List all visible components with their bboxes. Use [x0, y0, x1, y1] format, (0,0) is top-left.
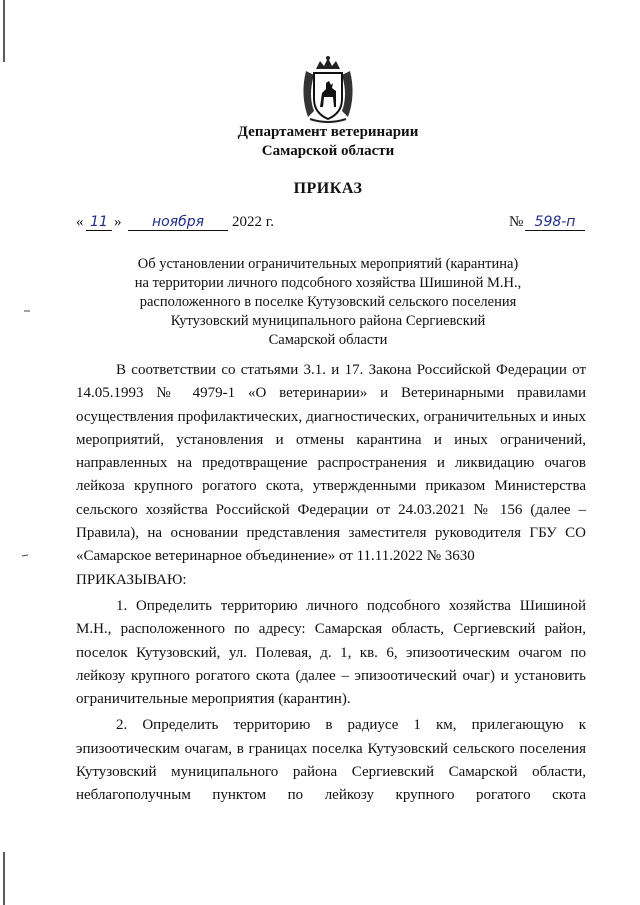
subject-line: Об установлении ограничительных мероприятий (карантина) — [137, 256, 519, 272]
date-open-quote: « — [76, 214, 84, 230]
organization-name — [140, 123, 516, 161]
document-title: ПРИКАЗ — [293, 180, 363, 197]
order-body — [76, 359, 586, 808]
org-line-1: Департамент ветеринарии — [237, 124, 419, 140]
number-sign: № — [509, 214, 524, 230]
order-number — [509, 212, 585, 234]
number-value: 598-п — [525, 214, 585, 231]
date-year: 2022 г. — [232, 214, 274, 230]
org-line-2: Самарской области — [261, 143, 395, 159]
preamble-paragraph: В соответствии со статьями 3.1. и 17. Закона Российской Федерации от 14.05.1993 № 4979-1 «О ветеринарии» и Ветеринарными правилами осуществления профилактических, диагностических, ограничительных и иных мероприятий, установления и отмены карантина и иных ограничений, направленных на предотвращение распространения и ликвидацию очагов лейкоза крупного рогатого скота, утвержденными приказом Министерства сельского хозяйства Российской Федерации от 24.03.2021 № 156 (далее – Правила), на основании представления заместителя руководителя ГБУ СО «Самарское ветеринарное объединение» от 11.11.2022 № 3630 — [76, 362, 586, 565]
date-day: 11 — [86, 214, 112, 231]
command-word: ПРИКАЗЫВАЮ: — [76, 571, 187, 588]
subject-line: Самарской области — [268, 332, 388, 348]
date-month: ноября — [128, 214, 228, 231]
item-1-paragraph: 1. Определить территорию личного подсобного хозяйства Шишиной М.Н., расположенного по адресу: Самарская область, Сергиевский район, поселок Кутузовский, ул. Полевая, д. 1, кв. 6, эпизоотическим очагом по лейкозу крупного рогатого скота (далее – эпизоотический очаг) и установить ограничительные мероприятия (карантин). — [76, 597, 586, 708]
subject-line: Кутузовский муниципального района Сергиевский — [170, 313, 486, 329]
date-close-quote: » — [114, 214, 122, 230]
order-subject — [110, 255, 546, 350]
subject-line: расположенного в поселке Кутузовский сельского поселения — [139, 294, 517, 310]
item-2-paragraph: 2. Определить территорию в радиусе 1 км, прилегающую к эпизоотическим очагам, в границах поселка Кутузовский сельского поселения Кутузовский муниципального района Сергиевский Самарской области, неблагополучным пунктом по лейкозу крупного рогатого скота — [76, 717, 586, 804]
subject-line: на территории личного подсобного хозяйства Шишиной М.Н., — [134, 275, 522, 291]
coat-of-arms-icon — [296, 55, 360, 125]
